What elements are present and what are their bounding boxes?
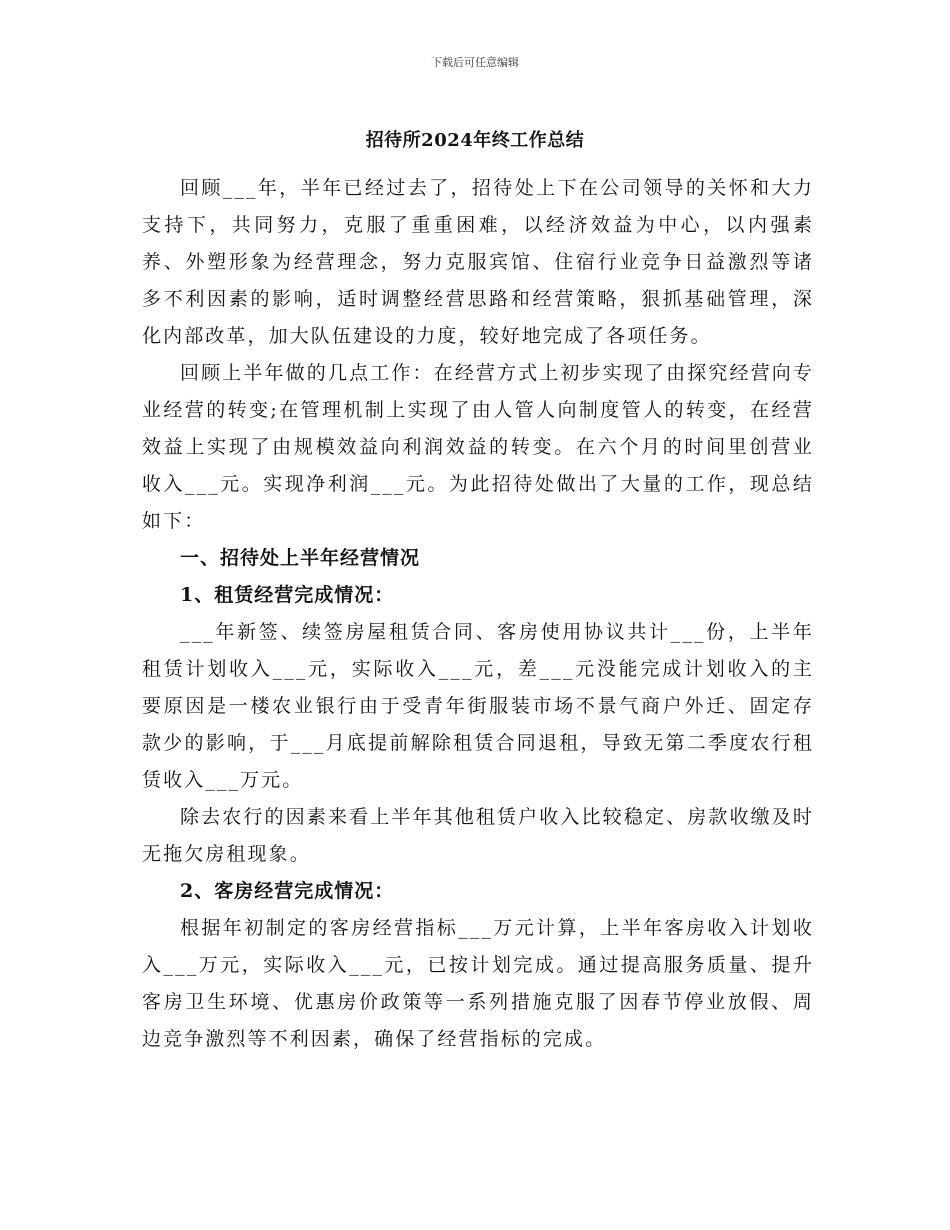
subsection-heading-rooms: 2、客房经营完成情况：: [180, 880, 395, 902]
paragraph-review: 回顾上半年做的几点工作：在经营方式上初步实现了由探究经营向专业经营的转变;在管理机制上实现了由人管人向制度管人的转变，在经营效益上实现了由规模效益向利润效益的转变。在六个月的时间里创营业收入___元。实现净利润___元。为此招待处做出了大量的工作，现总结如下：: [142, 362, 814, 532]
header-note: 下载后可任意编辑: [431, 56, 519, 69]
document-title: 招待所2024年终工作总结: [365, 130, 585, 151]
paragraph-rental: ___年新签、续签房屋租赁合同、客房使用协议共计___份，上半年租赁计划收入___元，实际收入___元，差___元没能完成计划收入的主要原因是一楼农业银行由于受青年街服装市场不景气商户外迁、固定存款少的影响，于___月底提前解除租赁合同退租，导致无第二季度农行租赁收入___万元。: [142, 621, 814, 791]
paragraph-intro: 回顾___年，半年已经过去了，招待处上下在公司领导的关怀和大力支持下，共同努力，克服了重重困难，以经济效益为中心，以内强素养、外塑形象为经营理念，努力克服宾馆、住宿行业竞争日益激烈等诸多不利因素的影响，适时调整经营思路和经营策略，狠抓基础管理，深化内部改革，加大队伍建设的力度，较好地完成了各项任务。: [142, 177, 814, 347]
paragraph-rental-other: 除去农行的因素来看上半年其他租赁户收入比较稳定、房款收缴及时无拖欠房租现象。: [142, 806, 814, 865]
section-heading-1: 一、招待处上半年经营情况: [180, 547, 421, 569]
document-body: [142, 170, 814, 1058]
paragraph-rooms: 根据年初制定的客房经营指标___万元计算，上半年客房收入计划收入___万元，实际收入___元，已按计划完成。通过提高服务质量、提升客房卫生环境、优惠房价政策等一系列措施克服了因春节停业放假、周边竞争激烈等不利因素，确保了经营指标的完成。: [142, 917, 814, 1050]
subsection-heading-rental: 1、租赁经营完成情况：: [180, 584, 395, 606]
